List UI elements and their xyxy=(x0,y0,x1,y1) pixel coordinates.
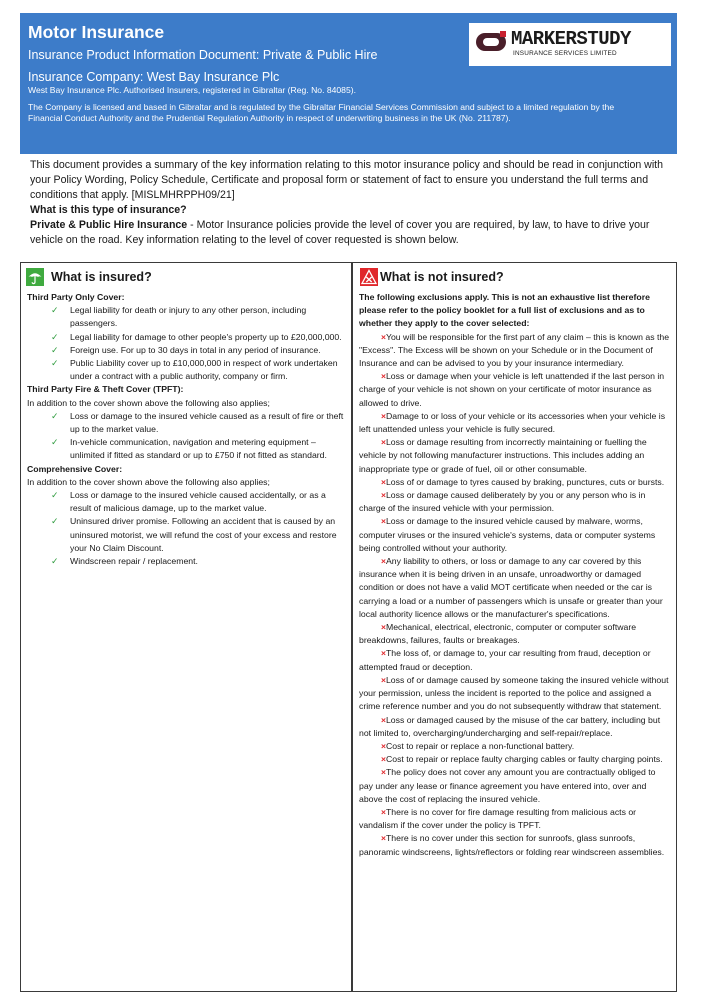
document-subtitle: Insurance Product Information Document: Private & Public Hire xyxy=(28,48,378,62)
logo-mark-icon xyxy=(475,31,507,53)
tpft-title: Third Party Fire & Theft Cover (TPFT): xyxy=(27,384,184,395)
list-item: ×Mechanical, electrical, electronic, computer or computer software breakdowns, failures, faults or breakages. xyxy=(359,622,637,646)
intro-answer-label: Private & Public Hire Insurance xyxy=(30,219,188,231)
list-item: ×Loss of or damage to tyres caused by braking, punctures, cuts or bursts. xyxy=(381,476,665,487)
tick-icon: ✓ xyxy=(51,331,59,342)
tpo-title: Third Party Only Cover: xyxy=(27,292,125,302)
exclusions-intro: The following exclusions apply. This is not an exhaustive list therefore please refer to the policy booklet for a full list of exclusions and as to whether they apply to the cover selected: xyxy=(359,292,650,329)
list-item: ×Loss or damage to the insured vehicle caused by malware, worms, computer viruses or the insured vehicle's systems, data or computer systems being controlled without your authority. xyxy=(359,516,656,553)
cross-icon: × xyxy=(381,437,386,448)
cross-icon: × xyxy=(381,806,386,817)
comp-list xyxy=(27,489,345,568)
logo-tagline: INSURANCE SERVICES LIMITED xyxy=(513,50,617,57)
insured-header xyxy=(21,263,351,291)
list-item: ×Damage to or loss of your vehicle or its accessories when your vehicle is left unattended unless your vehicle is fully secured. xyxy=(359,410,666,435)
intro-answer-text: - Motor Insurance policies provide the level of cover you are required, by law, to have to drive your vehicle on the road. Key information relating to the level of cover requested is shown below. xyxy=(30,219,650,246)
list-item: ×Cost to repair or replace faulty charging cables or faulty charging points. xyxy=(381,754,663,765)
intro-question: What is this type of insurance? xyxy=(30,204,187,216)
list-item: ✓ Uninsured driver promise. Following an accident that is caused by an uninsured motorist, we will refund the cost of your excess and restore your No Claim Discount. xyxy=(51,516,337,553)
tick-icon: ✓ xyxy=(51,344,59,355)
list-item: ×There is no cover for fire damage resulting from malicious acts or vandalism if the cover under the policy is TPFT. xyxy=(359,806,637,831)
cross-icon: × xyxy=(381,648,386,659)
warning-icon xyxy=(360,268,378,286)
tpft-list xyxy=(27,410,345,463)
list-item: ×There is no cover under this section for sunroofs, glass sunroofs, panoramic windscreens, lights/reflectors or folding rear windscreen assemblies. xyxy=(359,833,665,857)
umbrella-icon xyxy=(26,268,44,286)
cross-icon: × xyxy=(381,476,386,487)
list-item: ✓ Windscreen repair / replacement. xyxy=(27,555,345,568)
cross-icon: × xyxy=(381,516,386,527)
intro-summary: This document provides a summary of the key information relating to this motor insurance policy and should be read in conjunction with your Policy Wording, Policy Schedule, Certificate and proposal form or statement of fact to ensure you understand the full terms and conditions that apply. [MISLMHRPPH09/21] xyxy=(30,159,664,201)
cross-icon: × xyxy=(381,754,386,765)
cross-icon: × xyxy=(381,767,386,778)
list-item: ✓ Legal liability for death or injury to any other person, including passengers. xyxy=(51,305,307,329)
insured-content xyxy=(21,291,351,568)
registration-text: West Bay Insurance Plc. Authorised Insurers, registered in Gibraltar (Reg. No. 84085). xyxy=(28,85,356,95)
header-banner xyxy=(20,13,677,154)
cross-icon: × xyxy=(381,674,386,685)
list-item: ×Loss or damaged caused by the misuse of the car battery, including but not limited to, overcharging/undercharging and self-repair/replace. xyxy=(359,714,661,738)
tick-icon: ✓ xyxy=(51,437,59,448)
cross-icon: × xyxy=(381,622,386,633)
insured-heading: What is insured? xyxy=(51,270,152,284)
list-item: ×Any liability to others, or loss or damage to any car covered by this insurance when it is being driven in an unsafe, unroadworthy or damaged condition or does not have a valid MOT certificate when needed or the car is carrying a load or a number of passengers which is unsafe or greater than your local authority licence allows or the manufacturer's specifications. xyxy=(359,556,663,619)
comp-intro: In addition to the cover shown above the following also applies; xyxy=(27,476,270,487)
list-item: ✓ Foreign use. For up to 30 days in total in any period of insurance. xyxy=(27,344,345,357)
comp-title: Comprehensive Cover: xyxy=(27,463,123,474)
list-item: ×Loss or damage resulting from incorrectly maintaining or fuelling the vehicle by not following manufacturer instructions. This includes adding an inappropriate type or grade of fuel, oil or other consumable. xyxy=(359,437,647,474)
list-item: ✓ Public Liability cover up to £10,000,000 in respect of work undertaken under a contract with a public authority, company or firm. xyxy=(51,358,338,382)
not-insured-content xyxy=(353,291,676,859)
intro-answer xyxy=(30,218,670,248)
list-item: ×Cost to repair or replace a non-functional battery. xyxy=(381,740,575,751)
tick-icon: ✓ xyxy=(51,516,59,527)
list-item: ×Loss or damage caused deliberately by you or any person who is in charge of the insured vehicle with your permission. xyxy=(359,490,646,514)
exclusions-list xyxy=(359,331,670,859)
cross-icon: × xyxy=(381,714,386,725)
tick-icon: ✓ xyxy=(51,490,59,501)
list-item: ✓ Legal liability for damage to other people's property up to £20,000,000. xyxy=(27,331,345,344)
tick-icon: ✓ xyxy=(51,410,59,421)
cross-icon: × xyxy=(381,490,386,501)
cross-icon: × xyxy=(381,331,386,342)
cross-icon: × xyxy=(381,410,386,421)
not-insured-heading: What is not insured? xyxy=(380,270,504,284)
list-item: ✓ Loss or damage to the insured vehicle caused accidentally, or as a result of malicious damage, up to the market value. xyxy=(51,490,326,514)
intro-section xyxy=(30,158,670,248)
cross-icon: × xyxy=(381,833,386,844)
list-item: ×Loss or damage when your vehicle is left unattended if the last person in charge of your vehicle is not shown on your certificate of motor insurance as allowed to drive. xyxy=(359,371,665,408)
tick-icon: ✓ xyxy=(51,358,59,369)
tpft-intro: In addition to the cover shown above the following also applies; xyxy=(27,397,270,408)
list-item: ×You will be responsible for the first part of any claim – this is known as the "Excess". The Excess will be shown on your Schedule or in the Document of Insurance and can be advised to you by your insurance intermediary. xyxy=(359,331,670,369)
logo-brand: MARKERSTUDY xyxy=(511,28,631,50)
cross-icon: × xyxy=(381,371,386,382)
regulation-text: The Company is licensed and based in Gibraltar and is regulated by the Gibraltar Financial Services Commission and subject to a limited regulation by the Financial Conduct Authority and the Prudential Regulation Authority in respect of underwriting business in the UK (No. 211787). xyxy=(28,102,615,123)
what-is-not-insured-box xyxy=(352,262,677,992)
cross-icon: × xyxy=(381,740,386,751)
list-item: ×The loss of, or damage to, your car resulting from fraud, deception or attempted fraud or deception. xyxy=(359,648,651,672)
tick-icon: ✓ xyxy=(51,556,59,567)
not-insured-header xyxy=(353,263,676,291)
what-is-insured-box xyxy=(20,262,352,992)
list-item: ✓ In-vehicle communication, navigation and metering equipment – unlimited if fitted as standard or up to £750 if not fitted as standard. xyxy=(51,437,327,461)
list-item: ✓ Loss or damage to the insured vehicle caused as a result of fire or theft up to the market value. xyxy=(51,410,344,435)
list-item: ×The policy does not cover any amount you are contractually obliged to pay under any lease or finance agreement you have entered into, over and above the cost of replacing the insured vehicle. xyxy=(359,767,656,804)
insurance-company: Insurance Company: West Bay Insurance Plc xyxy=(28,70,280,84)
cross-icon: × xyxy=(381,556,386,567)
list-item: ×Loss of or damage caused by someone taking the insured vehicle without your permission, unless the incident is reported to the police and assigned a crime reference number and you do not subsequently withdraw that statement. xyxy=(359,674,669,712)
tick-icon: ✓ xyxy=(51,305,59,316)
markerstudy-logo xyxy=(469,23,671,66)
document-title: Motor Insurance xyxy=(28,22,165,42)
tpo-list xyxy=(27,304,345,383)
